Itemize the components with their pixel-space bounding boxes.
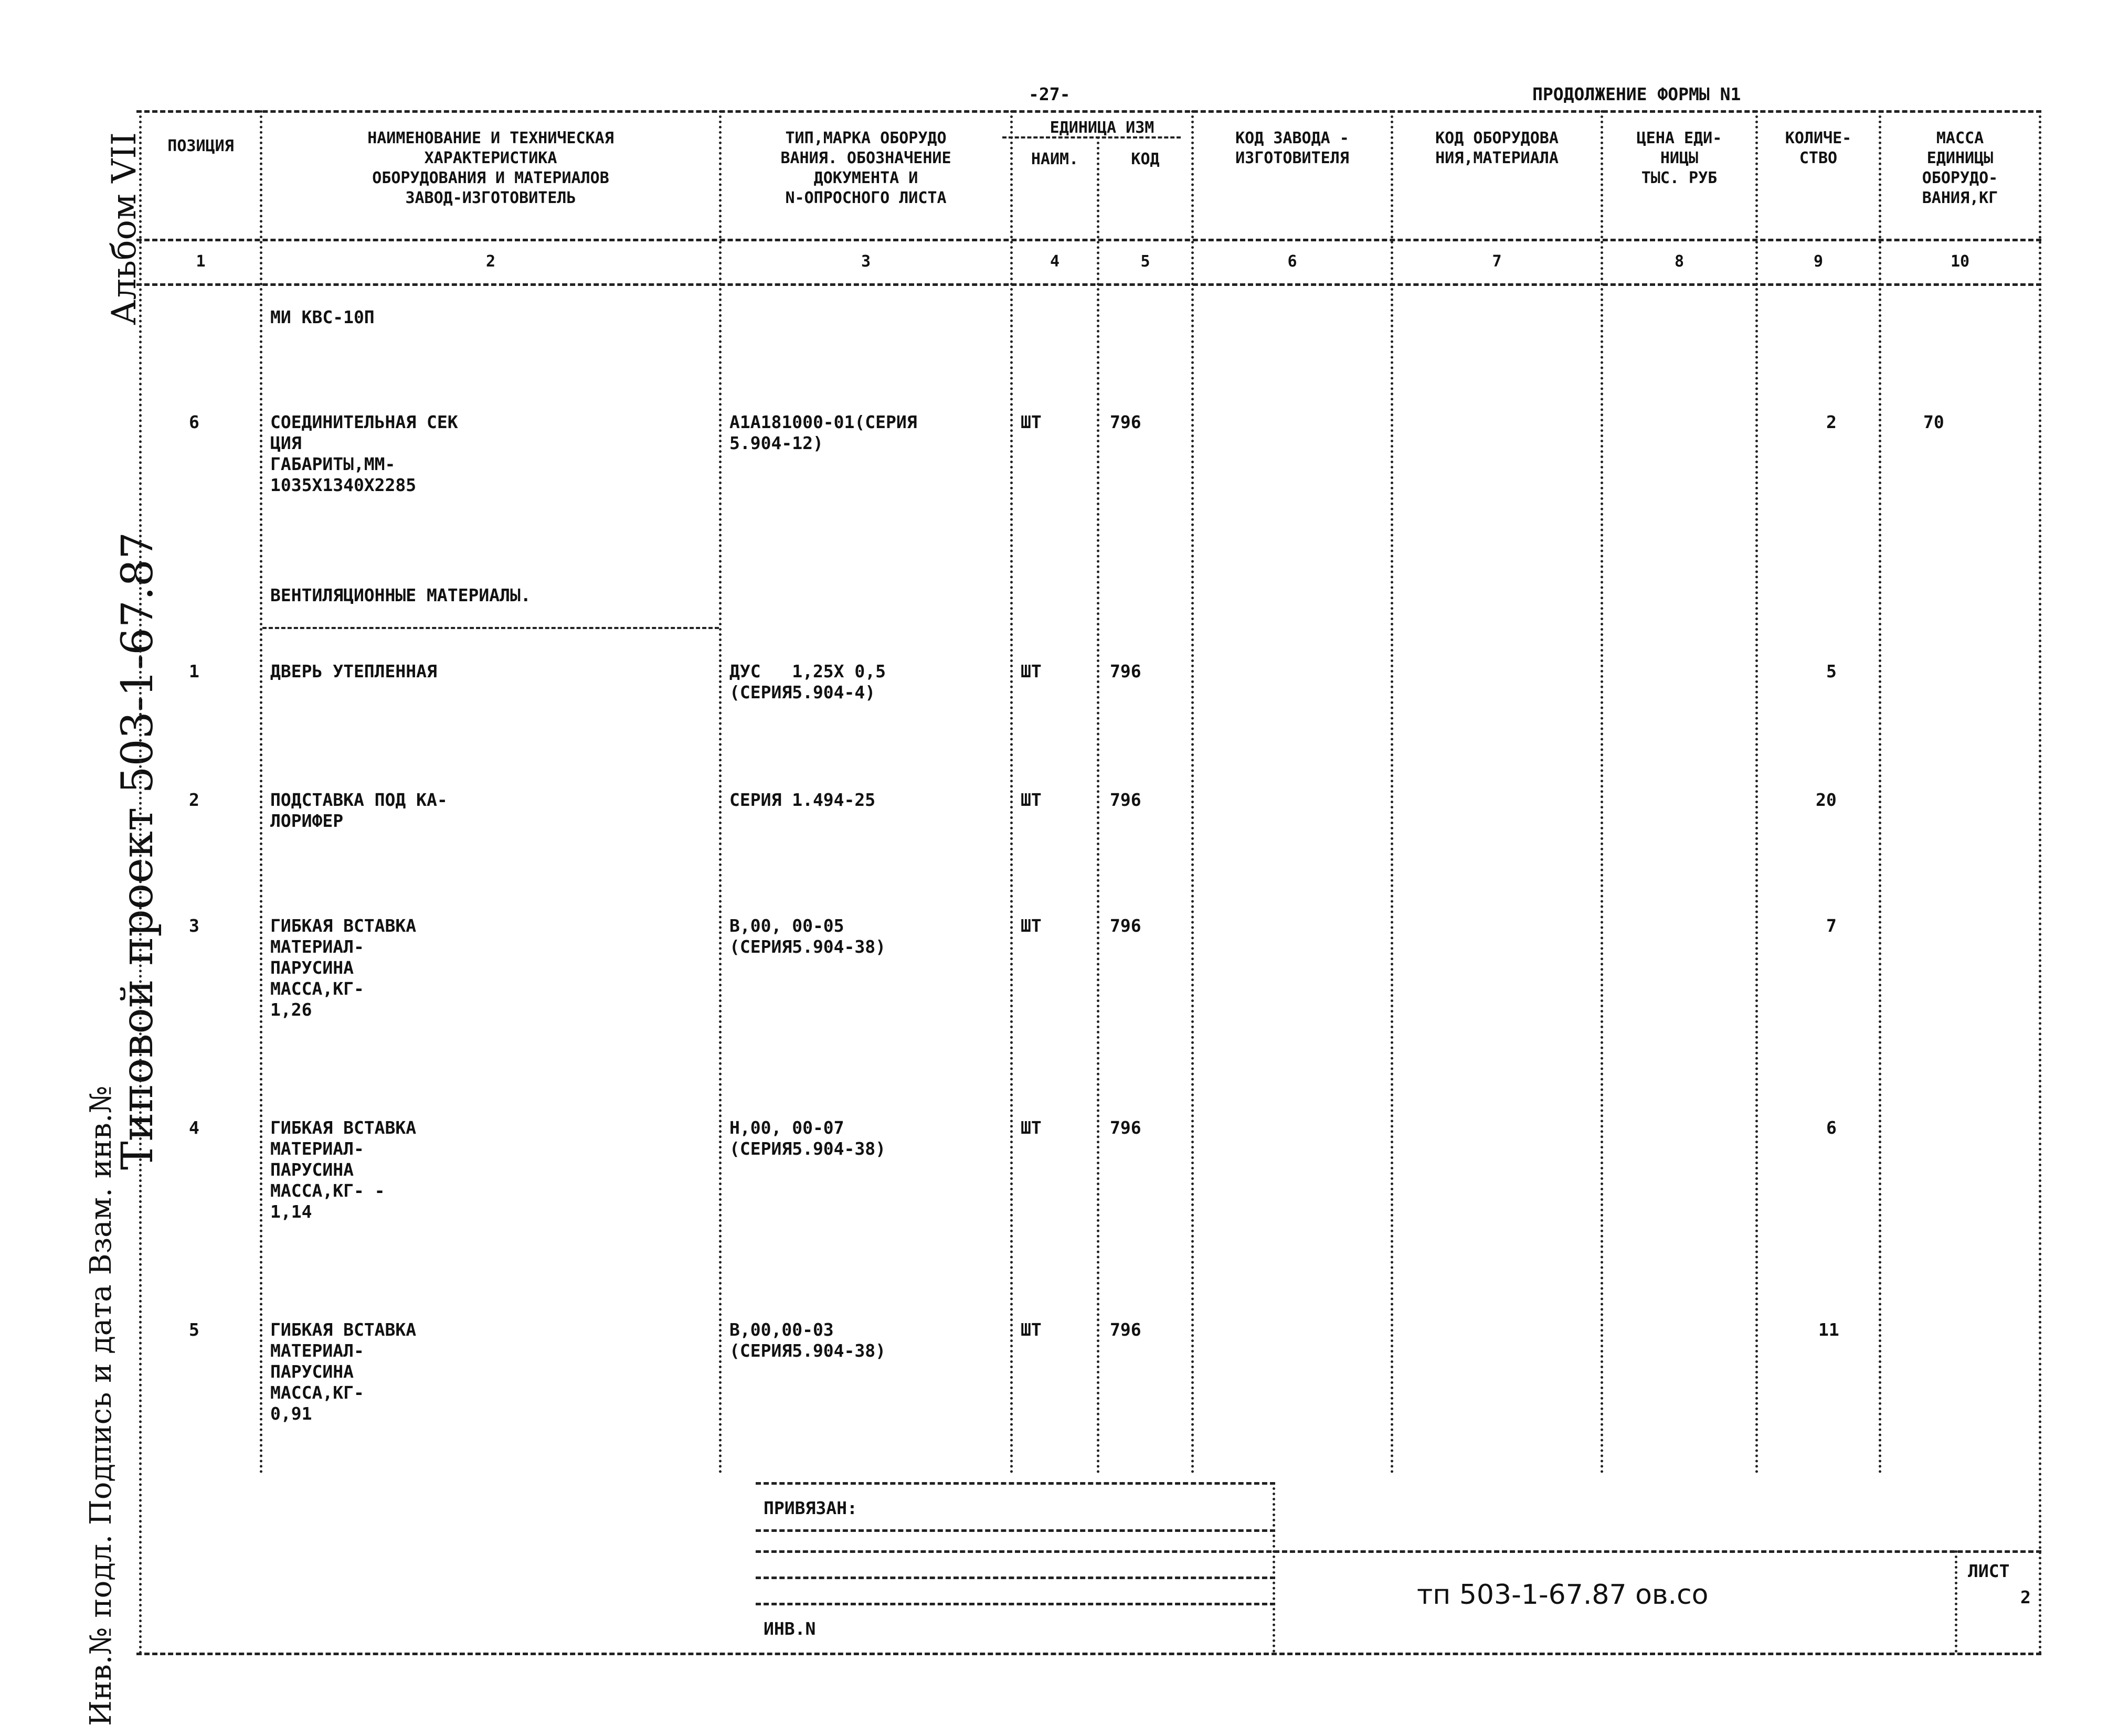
- rule-stamp-4: [756, 1603, 1275, 1605]
- row-name: МИ КВС-10П: [270, 307, 375, 327]
- row-unit: ШТ: [1021, 1319, 1042, 1340]
- row-type: А1А181000-01(СЕРИЯ 5.904-12): [729, 412, 917, 453]
- row-name: ГИБКАЯ ВСТАВКА МАТЕРИАЛ- ПАРУСИНА МАССА,КГ- 1,26: [270, 915, 417, 1020]
- col-number: 1: [196, 252, 206, 271]
- row-unit: ШТ: [1021, 790, 1042, 810]
- page-number: -27-: [1029, 84, 1071, 104]
- row-code: 796: [1110, 412, 1141, 432]
- inv-label: ИНВ.N: [764, 1618, 816, 1639]
- col-number: 2: [485, 252, 496, 271]
- col-sep: [1879, 110, 1881, 1474]
- row-position: 3: [189, 915, 199, 936]
- col-sep: [1191, 110, 1194, 1474]
- col-sep: [719, 110, 722, 1474]
- header-price: ЦЕНА ЕДИ- НИЦЫ ТЫС. РУБ: [1636, 129, 1722, 187]
- row-name: ПОДСТАВКА ПОД КА- ЛОРИФЕР: [270, 790, 448, 831]
- row-position: 4: [189, 1117, 199, 1138]
- row-quantity: 2: [1826, 412, 1837, 432]
- col-sep: [260, 110, 262, 1474]
- stamp-column: Инв.№ подл. Подпись и дата Взам. инв.№: [84, 1085, 118, 1726]
- col-sep: [139, 110, 142, 1655]
- row-quantity: 20: [1816, 790, 1837, 810]
- row-name: ДВЕРЬ УТЕПЛЕННАЯ: [270, 661, 437, 681]
- rule-stamp-3: [756, 1577, 1275, 1579]
- sheet-label: ЛИСТ: [1968, 1561, 2010, 1581]
- row-type: В,00, 00-05 (СЕРИЯ5.904-38): [729, 915, 886, 957]
- row-unit: ШТ: [1021, 661, 1042, 681]
- col-number: 8: [1674, 252, 1685, 271]
- row-unit: ШТ: [1021, 1117, 1042, 1138]
- header-name: НАИМЕНОВАНИЕ И ТЕХНИЧЕСКАЯ ХАРАКТЕРИСТИКА ОБОРУДОВАНИЯ И МАТЕРИАЛОВ ЗАВОД-ИЗГОТОВИТЕЛЬ: [367, 129, 614, 207]
- col-number: 10: [1950, 252, 1970, 271]
- col-sep: [1010, 110, 1013, 1474]
- row-quantity: 7: [1826, 915, 1837, 936]
- stamp-sep: [1273, 1482, 1275, 1653]
- col-sep: [1755, 110, 1758, 1474]
- col-number: 3: [861, 252, 871, 271]
- bound-label: ПРИВЯЗАН:: [764, 1498, 857, 1518]
- header-position: ПОЗИЦИЯ: [167, 137, 234, 155]
- col-number: 9: [1813, 252, 1824, 271]
- row-quantity: 5: [1826, 661, 1837, 681]
- designation: тп 503-1-67.87 ов.со: [1417, 1579, 1709, 1611]
- header-factory-code: КОД ЗАВОДА - ИЗГОТОВИТЕЛЯ: [1235, 129, 1349, 167]
- col-number: 6: [1287, 252, 1297, 271]
- album-label: Альбом VII: [105, 132, 144, 325]
- row-code: 796: [1110, 790, 1141, 810]
- row-name: ГИБКАЯ ВСТАВКА МАТЕРИАЛ- ПАРУСИНА МАССА,КГ- - 1,14: [270, 1117, 417, 1222]
- rule-stamp-1: [756, 1529, 1275, 1532]
- row-code: 796: [1110, 1319, 1141, 1340]
- row-code: 796: [1110, 1117, 1141, 1138]
- col-number: 7: [1492, 252, 1502, 271]
- col-number: 5: [1140, 252, 1150, 271]
- col-sep: [1601, 110, 1603, 1474]
- stamp-sep: [1955, 1550, 1957, 1653]
- col-sep: [1391, 110, 1393, 1474]
- col-number: 4: [1050, 252, 1060, 271]
- rule-bottom: [136, 1653, 2041, 1655]
- continuation-label: ПРОДОЛЖЕНИЕ ФОРМЫ N1: [1532, 84, 1741, 104]
- row-unit: ШТ: [1021, 915, 1042, 936]
- rule-section: [262, 627, 719, 629]
- section-heading: ВЕНТИЛЯЦИОННЫЕ МАТЕРИАЛЫ.: [270, 585, 531, 605]
- col-sep: [1097, 136, 1099, 1474]
- row-name: ГИБКАЯ ВСТАВКА МАТЕРИАЛ- ПАРУСИНА МАССА,КГ- 0,91: [270, 1319, 417, 1424]
- project-title: Типовой проект 503-1-67.87: [113, 531, 163, 1170]
- header-type: ТИП,МАРКА ОБОРУДО ВАНИЯ. ОБОЗНАЧЕНИЕ ДОКУМЕНТА И N-ОПРОСНОГО ЛИСТА: [780, 129, 951, 207]
- col-sep: [2039, 110, 2041, 1655]
- row-code: 796: [1110, 661, 1141, 681]
- rule-stamp-top: [756, 1482, 1275, 1485]
- row-quantity: 11: [1818, 1319, 1839, 1340]
- row-mass: 70: [1923, 412, 1944, 432]
- row-type: Н,00, 00-07 (СЕРИЯ5.904-38): [729, 1117, 886, 1159]
- rule-stamp-2: [756, 1550, 2041, 1553]
- row-type: В,00,00-03 (СЕРИЯ5.904-38): [729, 1319, 886, 1361]
- sheet-number: 2: [2020, 1587, 2031, 1607]
- header-mass: МАССА ЕДИНИЦЫ ОБОРУДО- ВАНИЯ,КГ: [1922, 129, 1998, 207]
- header-unit: ЕДИНИЦА ИЗМ: [1050, 119, 1154, 137]
- row-name: СОЕДИНИТЕЛЬНАЯ СЕК ЦИЯ ГАБАРИТЫ,ММ- 1035Х1340Х2285: [270, 412, 458, 495]
- row-position: 2: [189, 790, 199, 810]
- row-type: ДУС 1,25Х 0,5 (СЕРИЯ5.904-4): [729, 661, 886, 702]
- row-code: 796: [1110, 915, 1141, 936]
- header-equipment-code: КОД ОБОРУДОВА НИЯ,МАТЕРИАЛА: [1435, 129, 1559, 167]
- row-quantity: 6: [1826, 1117, 1837, 1138]
- row-position: 1: [189, 661, 199, 681]
- row-type: СЕРИЯ 1.494-25: [729, 790, 876, 810]
- header-unit-name: НАИМ.: [1031, 150, 1079, 168]
- header-unit-code: КОД: [1131, 150, 1160, 168]
- row-position: 5: [189, 1319, 199, 1340]
- row-unit: ШТ: [1021, 412, 1042, 432]
- row-position: 6: [189, 412, 199, 432]
- header-quantity: КОЛИЧЕ- СТВО: [1785, 129, 1852, 167]
